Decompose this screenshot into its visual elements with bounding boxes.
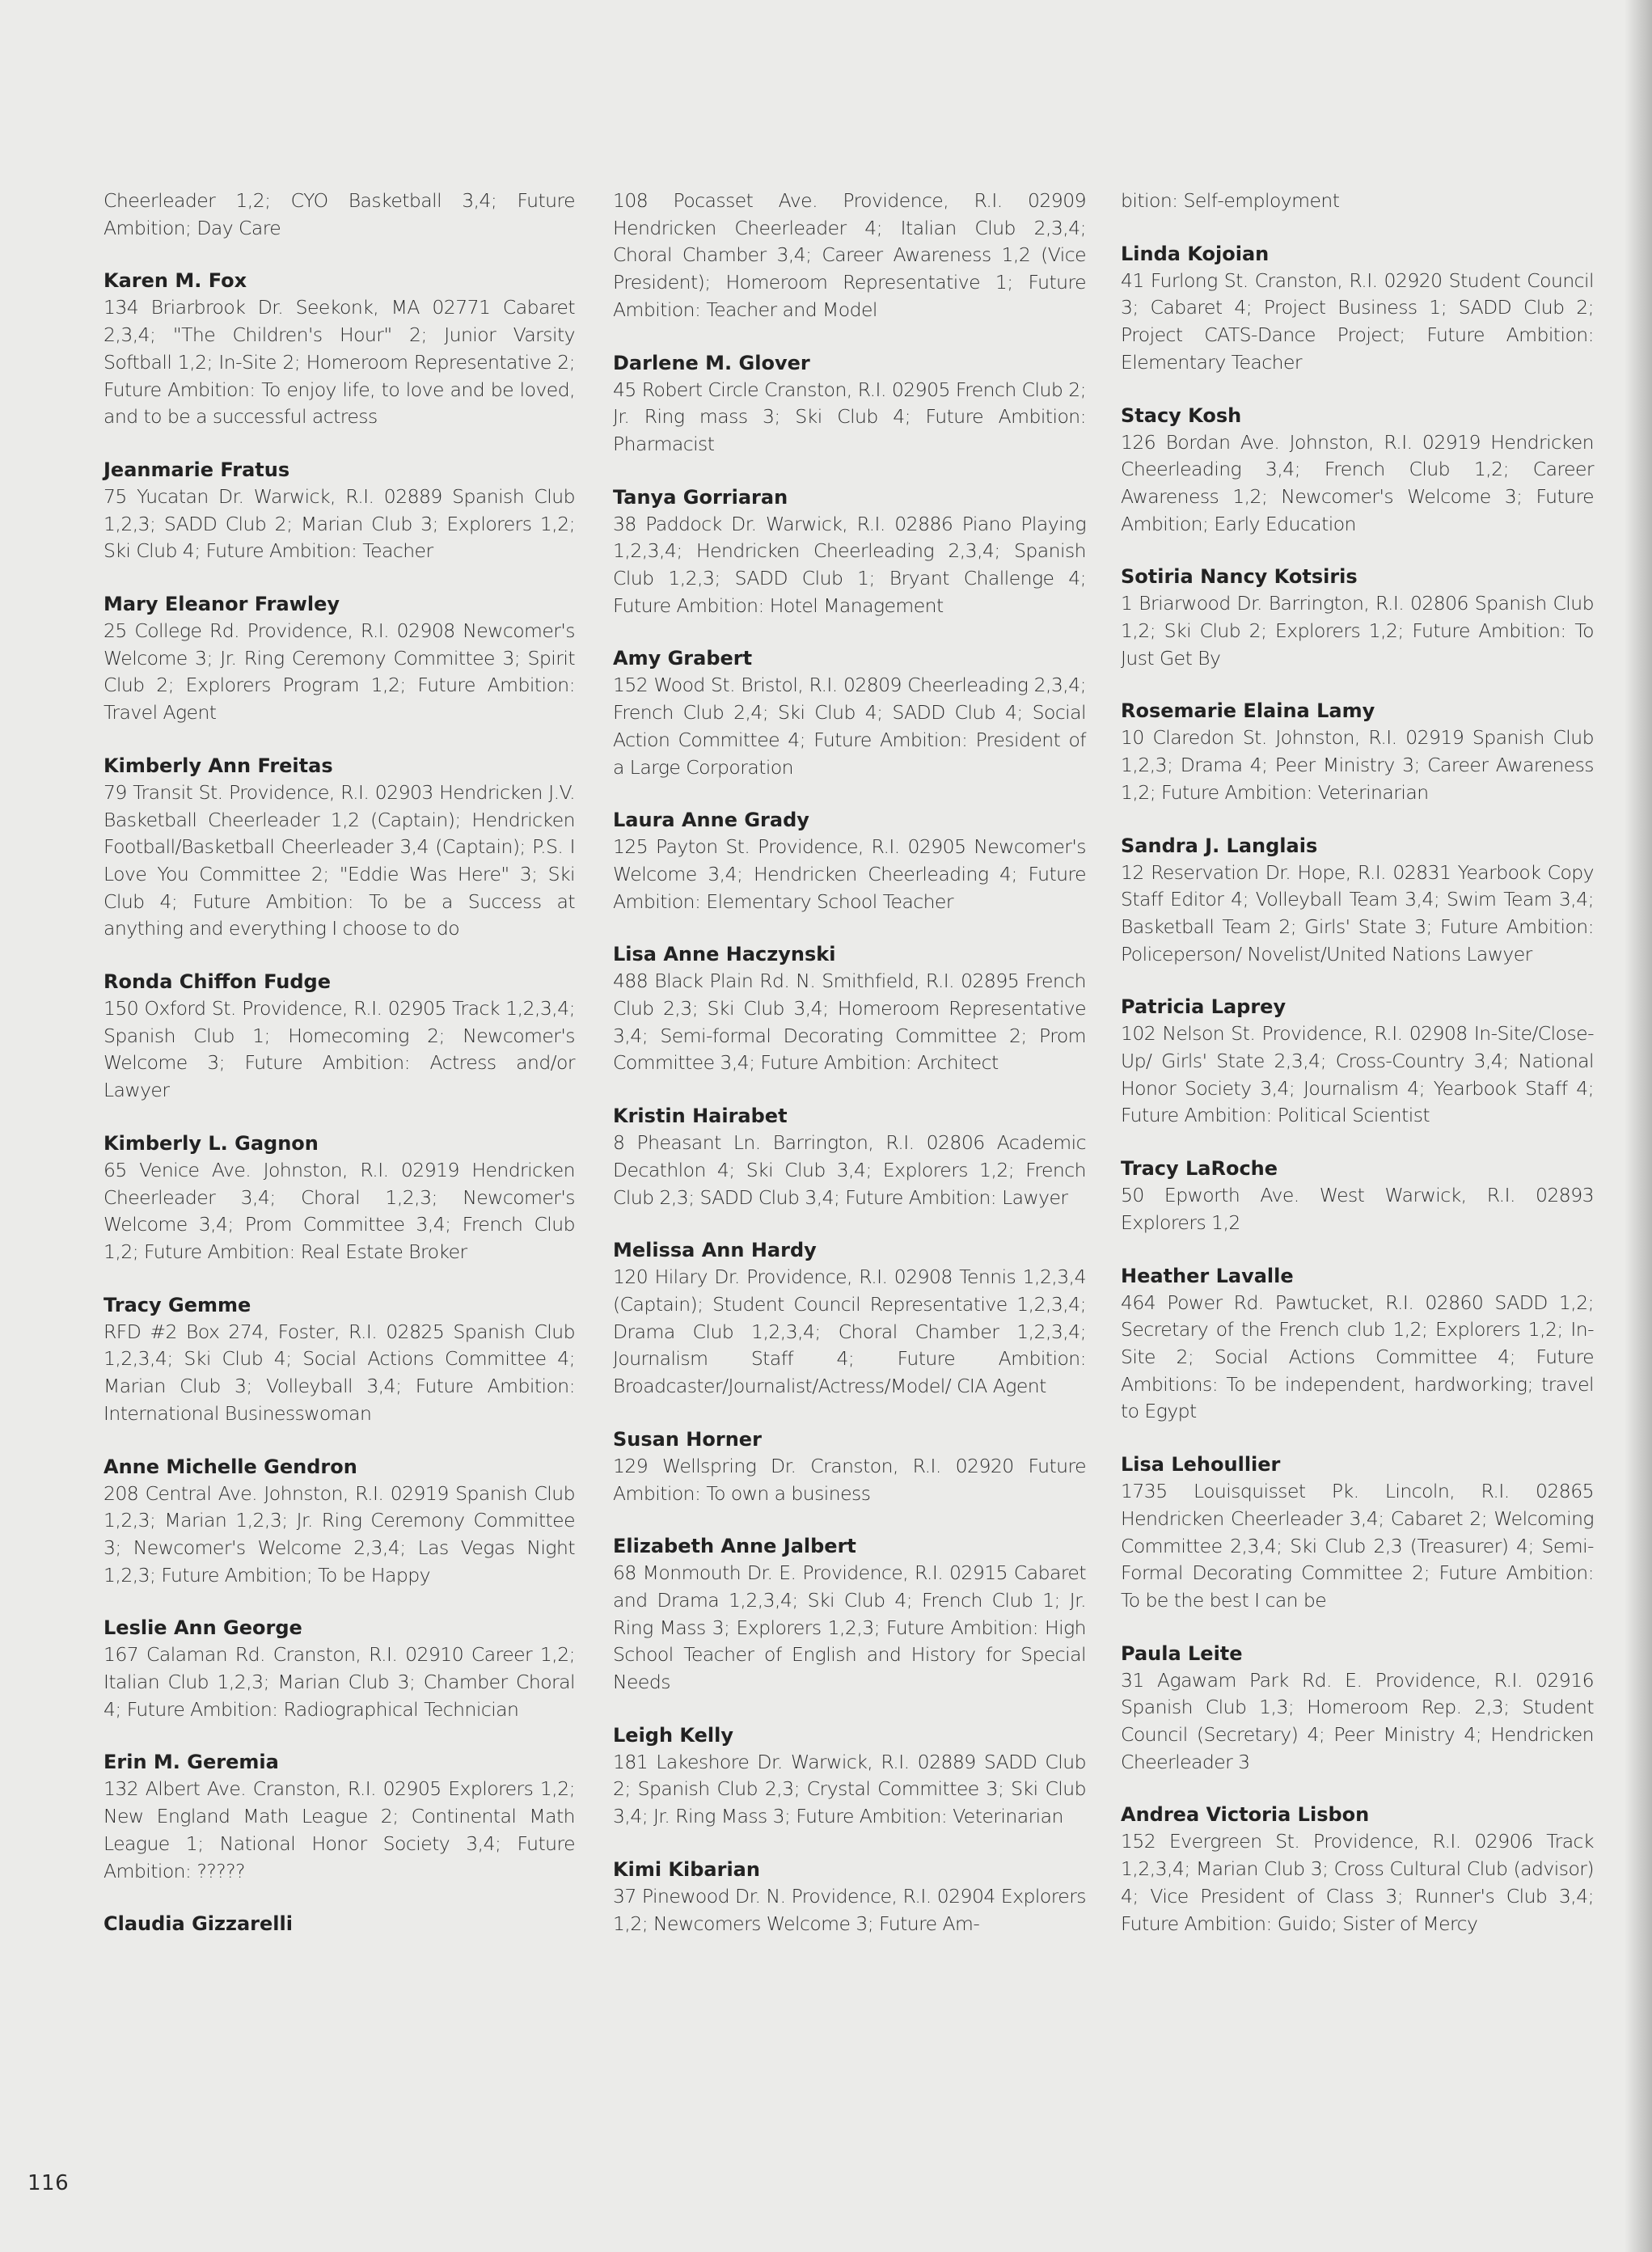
senior-name: Sandra J. Langlais	[1121, 834, 1318, 857]
page-number: 116	[27, 2171, 70, 2195]
senior-entry	[1121, 832, 1594, 969]
senior-name: Erin M. Geremia	[104, 1751, 279, 1774]
senior-entry	[613, 1102, 1086, 1211]
senior-entry	[1121, 993, 1594, 1130]
entry-text: 181 Lakeshore Dr. Warwick, R.I. 02889 SADD Club 2; Spanish Club 2,3; Crystal Committee 3; Ski Club 3,4; Jr. Ring Mass 3; Future Ambition: Veterinarian	[613, 1750, 1086, 1828]
entry-text: 10 Claredon St. Johnston, R.I. 02919 Spanish Club 1,2,3; Drama 4; Peer Ministry 3; Career Awareness 1,2; Future Ambition: Veterinarian	[1121, 726, 1594, 804]
entry-text: 1735 Louisquisset Pk. Lincoln, R.I. 02865 Hendricken Cheerleader 3,4; Cabaret 2; Welcoming Committee 2,3,4; Ski Club 2,3 (Treasurer) 4; Semi-Formal Decorating Committee 2; Future Ambition: To be the best I can be	[1121, 1480, 1594, 1612]
senior-name: Kimberly L. Gagnon	[104, 1131, 319, 1155]
senior-name: Darlene M. Glover	[613, 351, 810, 374]
entry-text: 79 Transit St. Providence, R.I. 02903 Hendricken J.V. Basketball Cheerleader 1,2 (Captain); Hendricken Football/Basketball Cheerleader 3,4 (Captain); P.S. I Love You Committee 2; "Eddie Was Here" 3; Ski Club 4; Future Ambition: To be a Success at anything and everything I choose to do	[104, 780, 575, 940]
senior-entry	[104, 1614, 575, 1723]
senior-entry	[104, 1910, 575, 1937]
entry-text: 120 Hilary Dr. Providence, R.I. 02908 Tennis 1,2,3,4 (Captain); Student Council Representative 1,2,3,4; Drama Club 1,2,3,4; Choral Chamber 1,2,3,4; Journalism Staff 4; Future Ambition: Broadcaster/Journalist/Actress/Model/ CIA Agent	[613, 1265, 1086, 1398]
entry-text: 31 Agawam Park Rd. E. Providence, R.I. 02916 Spanish Club 1,3; Homeroom Rep. 2,3; Student Council (Secretary) 4; Peer Ministry 4; Hendricken Cheerleader 3	[1121, 1668, 1594, 1773]
senior-entry	[613, 1236, 1086, 1401]
entry-text: bition: Self-employment	[1121, 189, 1340, 212]
entry-text: 37 Pinewood Dr. N. Providence, R.I. 02904 Explorers 1,2; Newcomers Welcome 3; Future Am-	[613, 1884, 1086, 1935]
entry-text: 152 Evergreen St. Providence, R.I. 02906 Track 1,2,3,4; Marian Club 3; Cross Cultural Club (advisor) 4; Vice President of Class 3; Runner's Club 3,4; Future Ambition: Guido; Sister of Mercy	[1121, 1830, 1594, 1935]
senior-entry	[104, 1453, 575, 1590]
continued-entry	[104, 188, 575, 242]
entry-text: 8 Pheasant Ln. Barrington, R.I. 02806 Academic Decathlon 4; Ski Club 3,4; Explorers 1,2; French Club 2,3; SADD Club 3,4; Future Ambition: Lawyer	[613, 1131, 1086, 1209]
senior-name: Andrea Victoria Lisbon	[1121, 1803, 1370, 1827]
senior-name: Sotiria Nancy Kotsiris	[1121, 565, 1358, 589]
senior-name: Kimberly Ann Freitas	[104, 754, 333, 777]
senior-entry	[104, 752, 575, 943]
entry-text: RFD #2 Box 274, Foster, R.I. 02825 Spanish Club 1,2,3,4; Ski Club 4; Social Actions Committee 4; Marian Club 3; Volleyball 3,4; Future Ambition: International Businesswoman	[104, 1320, 575, 1425]
entry-text: 126 Bordan Ave. Johnston, R.I. 02919 Hendricken Cheerleading 3,4; French Club 1,2; Career Awareness 1,2; Newcomer's Welcome 3; Future Ambition; Early Education	[1121, 430, 1594, 535]
column-3	[1121, 188, 1594, 1963]
entry-text: 108 Pocasset Ave. Providence, R.I. 02909 Hendricken Cheerleader 4; Italian Club 2,3,4; Choral Chamber 3,4; Career Awareness 1,2 (Vice President); Homeroom Representative 1; Future Ambition: Teacher and Model	[613, 189, 1086, 321]
entry-text: 38 Paddock Dr. Warwick, R.I. 02886 Piano Playing 1,2,3,4; Hendricken Cheerleading 2,3,4; Spanish Club 1,2,3; SADD Club 1; Bryant Challenge 4; Future Ambition: Hotel Management	[613, 512, 1086, 617]
senior-entry	[1121, 402, 1594, 539]
senior-name: Tanya Gorriaran	[613, 485, 788, 509]
senior-entry	[613, 1722, 1086, 1831]
page-edge-shadow	[1625, 0, 1652, 2252]
entry-text: 167 Calaman Rd. Cranston, R.I. 02910 Career 1,2; Italian Club 1,2,3; Marian Club 3; Chamber Choral 4; Future Ambition: Radiographical Technician	[104, 1643, 575, 1721]
senior-name: Heather Lavalle	[1121, 1264, 1294, 1287]
column-2	[613, 188, 1086, 1963]
senior-name: Kristin Hairabet	[613, 1105, 788, 1128]
senior-name: Jeanmarie Fratus	[104, 458, 290, 481]
senior-entry	[1121, 1451, 1594, 1615]
senior-entry	[613, 806, 1086, 915]
senior-entry	[613, 1532, 1086, 1696]
senior-name: Karen M. Fox	[104, 269, 247, 293]
senior-name: Leigh Kelly	[613, 1723, 733, 1747]
entry-text: 75 Yucatan Dr. Warwick, R.I. 02889 Spanish Club 1,2,3; SADD Club 2; Marian Club 3; Explorers 1,2; Ski Club 4; Future Ambition: Teacher	[104, 484, 575, 563]
entry-text: 65 Venice Ave. Johnston, R.I. 02919 Hendricken Cheerleader 3,4; Choral 1,2,3; Newcomer's Welcome 3,4; Prom Committee 3,4; French Club 1,2; Future Ambition: Real Estate Broker	[104, 1158, 575, 1263]
continued-entry	[613, 188, 1086, 324]
senior-name: Paula Leite	[1121, 1641, 1243, 1665]
senior-name: Tracy LaRoche	[1121, 1157, 1278, 1181]
senior-name: Mary Eleanor Frawley	[104, 593, 340, 616]
entry-text: 152 Wood St. Bristol, R.I. 02809 Cheerleading 2,3,4; French Club 2,4; Ski Club 4; SADD Club 4; Social Action Committee 4; Future Ambition: President of a Large Corporation	[613, 674, 1086, 779]
senior-name: Claudia Gizzarelli	[104, 1912, 293, 1936]
senior-entry	[104, 267, 575, 431]
senior-name: Melissa Ann Hardy	[613, 1239, 817, 1262]
senior-entry	[613, 484, 1086, 620]
entry-text: 208 Central Ave. Johnston, R.I. 02919 Spanish Club 1,2,3; Marian 1,2,3; Jr. Ring Ceremony Committee 3; Newcomer's Welcome 2,3,4; Las Vegas Night 1,2,3; Future Ambition; To be Happy	[104, 1481, 575, 1587]
senior-entry	[1121, 1640, 1594, 1777]
entry-text: Cheerleader 1,2; CYO Basketball 3,4; Future Ambition; Day Care	[104, 189, 575, 239]
senior-entry	[104, 1291, 575, 1428]
entry-text: 150 Oxford St. Providence, R.I. 02905 Track 1,2,3,4; Spanish Club 1; Homecoming 2; Newcomer's Welcome 3; Future Ambition: Actress and/or Lawyer	[104, 997, 575, 1102]
entry-text: 68 Monmouth Dr. E. Providence, R.I. 02915 Cabaret and Drama 1,2,3,4; Ski Club 4; French Club 1; Jr. Ring Mass 3; Explorers 1,2,3; Future Ambition: High School Teacher of English and History for Special Needs	[613, 1561, 1086, 1694]
senior-name: Kimi Kibarian	[613, 1857, 760, 1881]
senior-name: Patricia Laprey	[1121, 995, 1287, 1019]
senior-entry	[613, 349, 1086, 458]
senior-entry	[1121, 563, 1594, 672]
entry-text: 12 Reservation Dr. Hope, R.I. 02831 Yearbook Copy Staff Editor 4; Volleyball Team 3,4; Swim Team 3,4; Basketball Team 2; Girls' State 3; Future Ambition: Policeperson/ Novelist/United Nations Lawyer	[1121, 860, 1594, 965]
entry-text: 129 Wellspring Dr. Cranston, R.I. 02920 Future Ambition: To own a business	[613, 1454, 1086, 1505]
senior-name: Amy Grabert	[613, 647, 753, 670]
senior-entry	[613, 940, 1086, 1077]
senior-entry	[104, 1130, 575, 1266]
senior-entry	[1121, 697, 1594, 806]
entry-text: 41 Furlong St. Cranston, R.I. 02920 Student Council 3; Cabaret 4; Project Business 1; SADD Club 2; Project CATS-Dance Project; Future Ambition: Elementary Teacher	[1121, 268, 1594, 374]
senior-name: Rosemarie Elaina Lamy	[1121, 699, 1375, 723]
entry-text: 488 Black Plain Rd. N. Smithfield, R.I. 02895 French Club 2,3; Ski Club 3,4; Homeroom Representative 3,4; Semi-formal Decorating Committee 2; Prom Committee 3,4; Future Ambition: Architect	[613, 970, 1086, 1075]
senior-name: Linda Kojoian	[1121, 242, 1270, 265]
senior-name: Lisa Lehoullier	[1121, 1453, 1281, 1477]
senior-name: Ronda Chiffon Fudge	[104, 970, 332, 994]
column-1	[104, 188, 575, 1963]
senior-entry	[1121, 240, 1594, 377]
entry-text: 125 Payton St. Providence, R.I. 02905 Newcomer's Welcome 3,4; Hendricken Cheerleading 4; Future Ambition: Elementary School Teacher	[613, 835, 1086, 913]
senior-name: Leslie Ann George	[104, 1616, 302, 1640]
senior-entry	[1121, 1155, 1594, 1236]
entry-text: 134 Briarbrook Dr. Seekonk, MA 02771 Cabaret 2,3,4; "The Children's Hour" 2; Junior Varsity Softball 1,2; In-Site 2; Homeroom Representative 2; Future Ambition: To enjoy life, to love and be loved, and to be a successful actress	[104, 296, 575, 429]
entry-text: 464 Power Rd. Pawtucket, R.I. 02860 SADD 1,2; Secretary of the French club 1,2; Explorers 1,2; In-Site 2; Social Actions Committee 4; Future Ambitions: To be independent, hardworking; travel to Egypt	[1121, 1291, 1594, 1423]
entry-text: 132 Albert Ave. Cranston, R.I. 02905 Explorers 1,2; New England Math League 2; Continental Math League 1; National Honor Society 3,4; Future Ambition: ?????	[104, 1777, 575, 1882]
entry-text: 102 Nelson St. Providence, R.I. 02908 In-Site/Close-Up/ Girls' State 2,3,4; Cross-Country 3,4; National Honor Society 3,4; Journalism 4; Yearbook Staff 4; Future Ambition: Political Scientist	[1121, 1022, 1594, 1127]
senior-name: Stacy Kosh	[1121, 404, 1242, 427]
senior-name: Tracy Gemme	[104, 1293, 251, 1316]
senior-name: Laura Anne Grady	[613, 809, 809, 832]
entry-text: 25 College Rd. Providence, R.I. 02908 Newcomer's Welcome 3; Jr. Ring Ceremony Committee 3; Spirit Club 2; Explorers Program 1,2; Future Ambition: Travel Agent	[104, 619, 575, 725]
senior-entry	[613, 1426, 1086, 1507]
senior-entry	[1121, 1801, 1594, 1937]
senior-name: Anne Michelle Gendron	[104, 1455, 357, 1478]
senior-entry	[104, 1748, 575, 1885]
senior-name: Lisa Anne Haczynski	[613, 943, 836, 966]
senior-entry	[613, 1856, 1086, 1937]
senior-entry	[104, 968, 575, 1105]
senior-name: Susan Horner	[613, 1427, 762, 1451]
entry-text: 1 Briarwood Dr. Barrington, R.I. 02806 Spanish Club 1,2; Ski Club 2; Explorers 1,2; Future Ambition: To Just Get By	[1121, 592, 1594, 670]
senior-entry	[613, 644, 1086, 781]
senior-entry	[104, 456, 575, 565]
senior-entry	[104, 590, 575, 727]
entry-text: 50 Epworth Ave. West Warwick, R.I. 02893 Explorers 1,2	[1121, 1184, 1594, 1234]
entry-text: 45 Robert Circle Cranston, R.I. 02905 French Club 2; Jr. Ring mass 3; Ski Club 4; Future Ambition: Pharmacist	[613, 378, 1086, 455]
senior-name: Elizabeth Anne Jalbert	[613, 1535, 856, 1558]
senior-entry	[1121, 1262, 1594, 1426]
continued-entry	[1121, 188, 1594, 215]
